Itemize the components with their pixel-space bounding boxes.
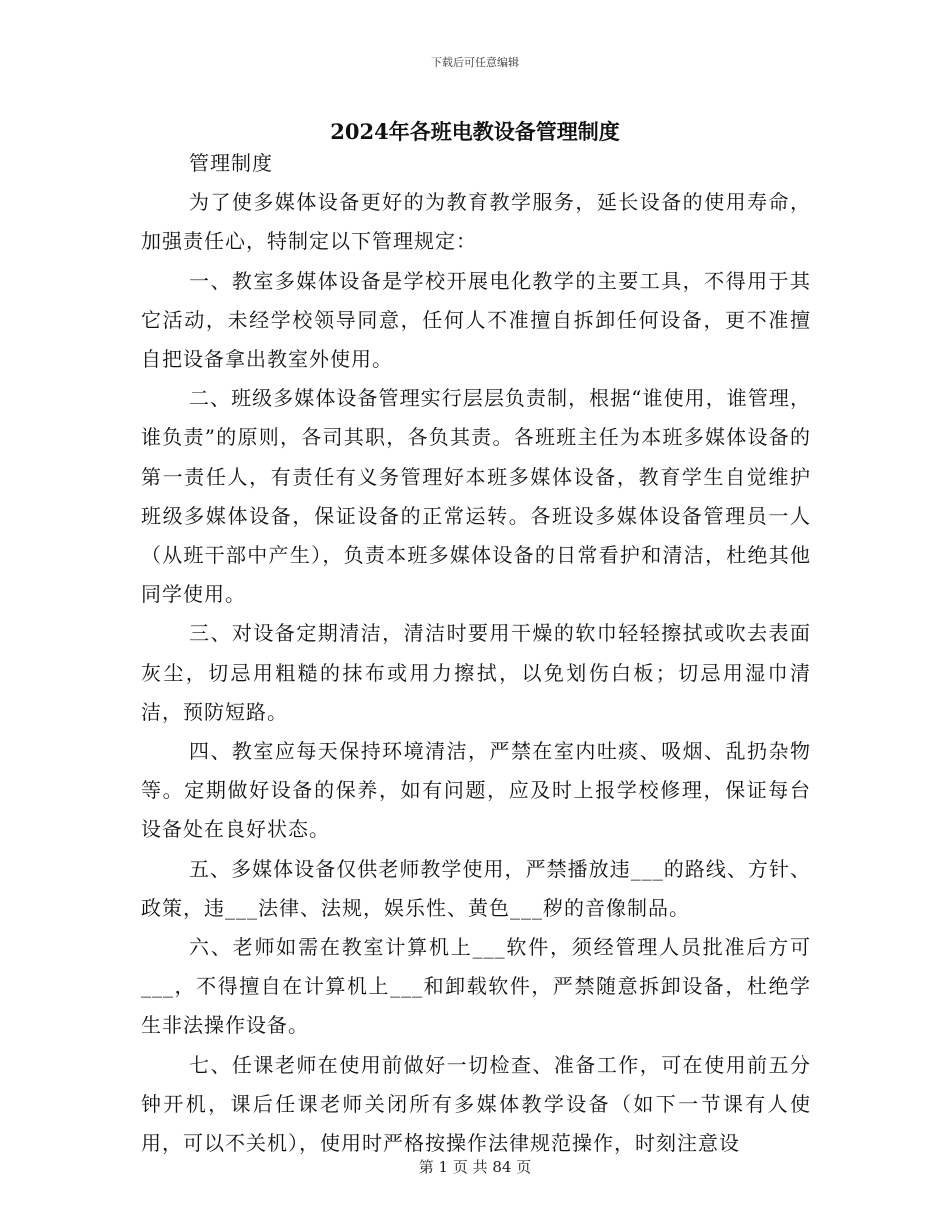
body-paragraph: 管理制度 xyxy=(189,151,273,175)
document-title: 2024年各班电教设备管理制度 xyxy=(330,119,620,144)
document-body xyxy=(141,144,811,1163)
body-paragraph: 一、教室多媒体设备是学校开展电化教学的主要工具，不得用于其它活动，未经学校领导同意，任何人不准擅自拆卸任何设备，更不准擅自把设备拿出教室外使用。 xyxy=(141,268,811,372)
body-paragraph: 四、教室应每天保持环境清洁，严禁在室内吐痰、吸烟、乱扔杂物等。定期做好设备的保养，如有问题，应及时上报学校修理，保证每台设备处在良好状态。 xyxy=(141,739,811,842)
page-header-note: 下载后可任意编辑 xyxy=(431,56,519,69)
body-paragraph: 为了使多媒体设备更好的为教育教学服务，延长设备的使用寿命，加强责任心，特制定以下管理规定： xyxy=(141,190,811,254)
body-paragraph: 五、多媒体设备仅供老师教学使用，严禁播放违___的路线、方针、政策，违___法律、法规，娱乐性、黄色___秽的音像制品。 xyxy=(141,856,811,920)
body-paragraph: 七、任课老师在使用前做好一切检查、准备工作，可在使用前五分钟开机，课后任课老师关闭所有多媒体教学设备（如下一节课有人使用，可以不关机），使用时严格按操作法律规范操作，时刻注意设 xyxy=(141,1052,811,1156)
body-paragraph: 二、班级多媒体设备管理实行层层负责制，根据“谁使用，谁管理，谁负责”的原则，各司其职，各负其责。各班班主任为本班多媒体设备的第一责任人，有责任有义务管理好本班多媒体设备，教育学生自觉维护班级多媒体设备，保证设备的正常运转。各班设多媒体设备管理员一人（从班干部中产生），负责本班多媒体设备的日常看护和清洁，杜绝其他同学使用。 xyxy=(141,386,811,607)
body-paragraph: 三、对设备定期清洁，清洁时要用干燥的软巾轻轻擦拭或吹去表面灰尘，切忌用粗糙的抹布或用力擦拭，以免划伤白板；切忌用湿巾清洁，预防短路。 xyxy=(141,621,811,724)
body-paragraph: 六、老师如需在教室计算机上___软件，须经管理人员批准后方可___，不得擅自在计算机上___和卸载软件，严禁随意拆卸设备，杜绝学生非法操作设备。 xyxy=(141,935,811,1038)
page-number-footer: 第 1 页 共 84 页 xyxy=(418,1158,532,1176)
